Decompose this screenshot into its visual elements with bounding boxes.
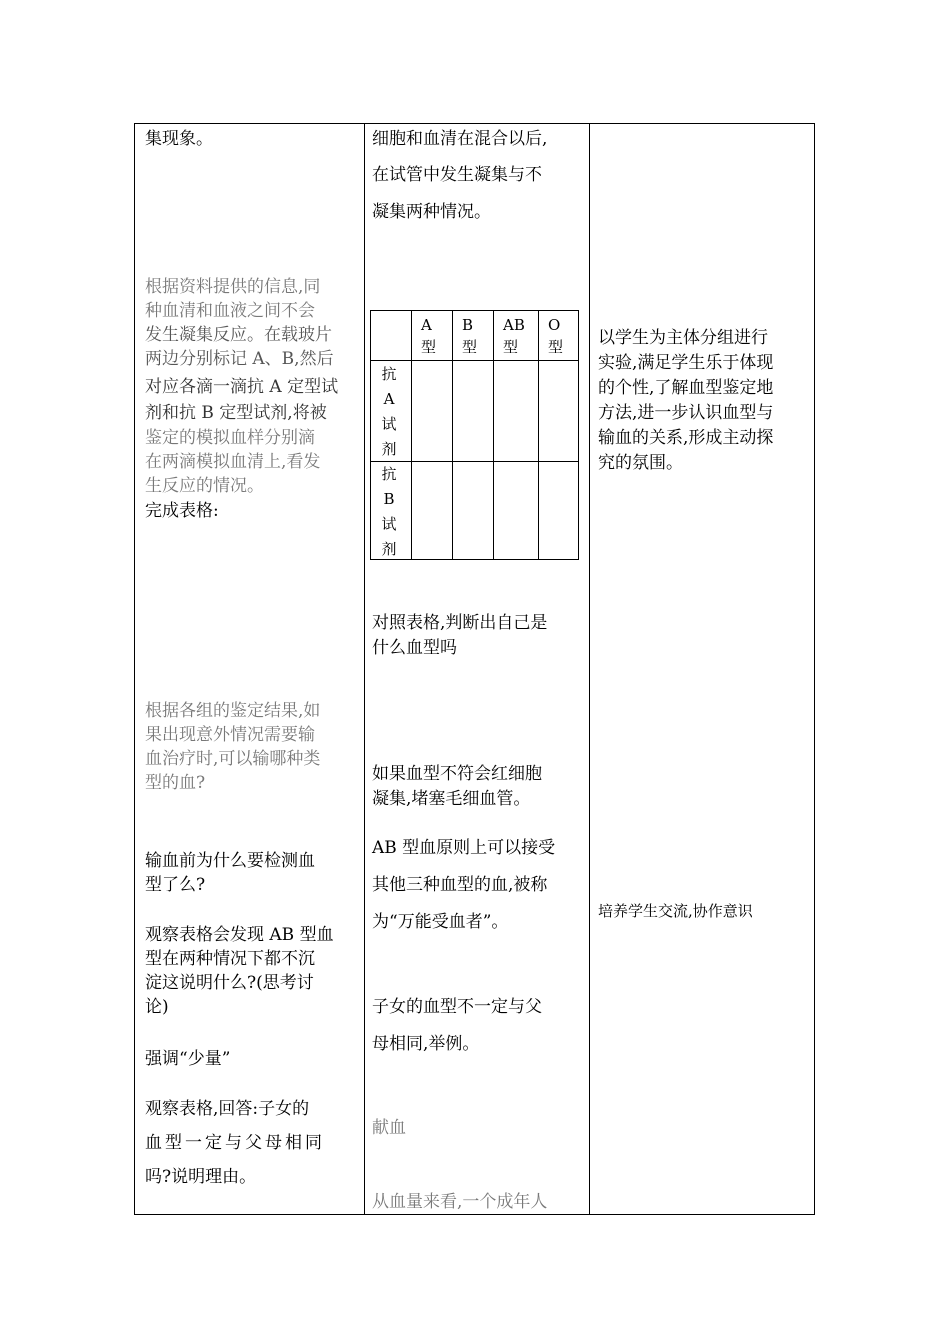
text-line: 根据各组的鉴定结果,如 (145, 701, 321, 721)
text-line: 对照表格,判断出自己是 (372, 613, 548, 633)
header-text: 型 (503, 338, 519, 356)
header-text: 型 (421, 338, 437, 356)
row-text: 试 (381, 515, 397, 533)
column-divider-2 (589, 124, 590, 1214)
text-line: 对应各滴一滴抗 A 定型试 (145, 377, 339, 397)
blood-type-result-table (370, 310, 579, 560)
text-line: 的个性,了解血型鉴定地 (598, 378, 774, 398)
header-text: 型 (462, 338, 478, 356)
text-line: 淀这说明什么?(思考讨 (145, 973, 314, 993)
text-line: 究的氛围。 (598, 453, 683, 473)
text-line: 在两滴模拟血清上,看发 (145, 452, 321, 472)
header-o-type (548, 314, 572, 358)
table-divider (411, 311, 412, 559)
text-line: 吗?说明理由。 (145, 1167, 257, 1187)
text-line: 什么血型吗 (372, 638, 457, 658)
text-line: 种血清和血液之间不会 (145, 301, 315, 321)
header-a-type (421, 314, 445, 358)
header-text: 型 (548, 338, 564, 356)
table-divider (371, 461, 578, 462)
row-label-anti-a (380, 362, 398, 462)
text-line: 型了么? (145, 875, 206, 895)
table-divider (493, 311, 494, 559)
header-b-type (462, 314, 486, 358)
text-line: 血型一定与父母相同 (145, 1133, 325, 1153)
row-text: A (383, 390, 395, 408)
header-text: B (462, 316, 474, 334)
text-line: 型的血? (145, 773, 206, 793)
header-text: O (548, 316, 561, 334)
row-text: B (383, 490, 395, 508)
col1-complete-table: 完成表格: (145, 501, 219, 521)
text-line: 两边分别标记 A、B,然后 (145, 349, 334, 369)
text-line: 输血前为什么要检测血 (145, 851, 315, 871)
col1-line1: 集现象。 (145, 129, 213, 149)
text-line: 子女的血型不一定与父 (372, 997, 542, 1017)
table-divider (452, 311, 453, 559)
text-line: 生反应的情况。 (145, 476, 264, 496)
header-text: AB (503, 316, 525, 334)
text-line: 剂和抗 B 定型试剂,将被 (145, 403, 327, 423)
row-text: 剂 (381, 440, 397, 458)
text-line: 实验,满足学生乐于体现 (598, 353, 774, 373)
text-line: 输血的关系,形成主动探 (598, 428, 774, 448)
text-line: 根据资料提供的信息,同 (145, 277, 321, 297)
row-text: 抗 (381, 365, 397, 383)
table-divider (538, 311, 539, 559)
text-line: AB 型血原则上可以接受 (372, 838, 556, 858)
row-label-anti-b (380, 462, 398, 562)
row-text: 剂 (381, 540, 397, 558)
table-divider (371, 360, 578, 361)
text-line: 观察表格会发现 AB 型血 (145, 925, 334, 945)
text-line: 观察表格,回答:子女的 (145, 1099, 310, 1119)
text-line: 论) (145, 997, 169, 1017)
text-line: 发生凝集反应。在载玻片 (145, 325, 332, 345)
text-line: 型在两种情况下都不沉 (145, 949, 315, 969)
text-line: 凝集两种情况。 (372, 202, 491, 222)
col2-para6: 献血 (372, 1118, 406, 1138)
text-line: 其他三种血型的血,被称 (372, 875, 548, 895)
header-text: A (421, 316, 432, 334)
text-line: 为“万能受血者”。 (372, 912, 509, 932)
text-line: 以学生为主体分组进行 (598, 328, 768, 348)
text-line: 血治疗时,可以输哪种类 (145, 749, 321, 769)
column-divider-1 (364, 124, 365, 1214)
text-line: 凝集,堵塞毛细血管。 (372, 789, 531, 809)
row-text: 试 (381, 415, 397, 433)
row-text: 抗 (381, 465, 397, 483)
col3-para2: 培养学生交流,协作意识 (598, 902, 753, 920)
text-line: 母相同,举例。 (372, 1034, 480, 1054)
text-line: 果出现意外情况需要输 (145, 725, 315, 745)
header-ab-type (503, 314, 527, 358)
text-line: 鉴定的模拟血样分别滴 (145, 428, 315, 448)
text-line: 在试管中发生凝集与不 (372, 165, 542, 185)
text-line: 方法,进一步认识血型与 (598, 403, 774, 423)
col2-para7: 从血量来看,一个成年人 (372, 1192, 548, 1212)
text-line: 细胞和血清在混合以后, (372, 129, 548, 149)
col1-para5: 强调“少量” (145, 1049, 231, 1069)
text-line: 如果血型不符会红细胞 (372, 764, 542, 784)
